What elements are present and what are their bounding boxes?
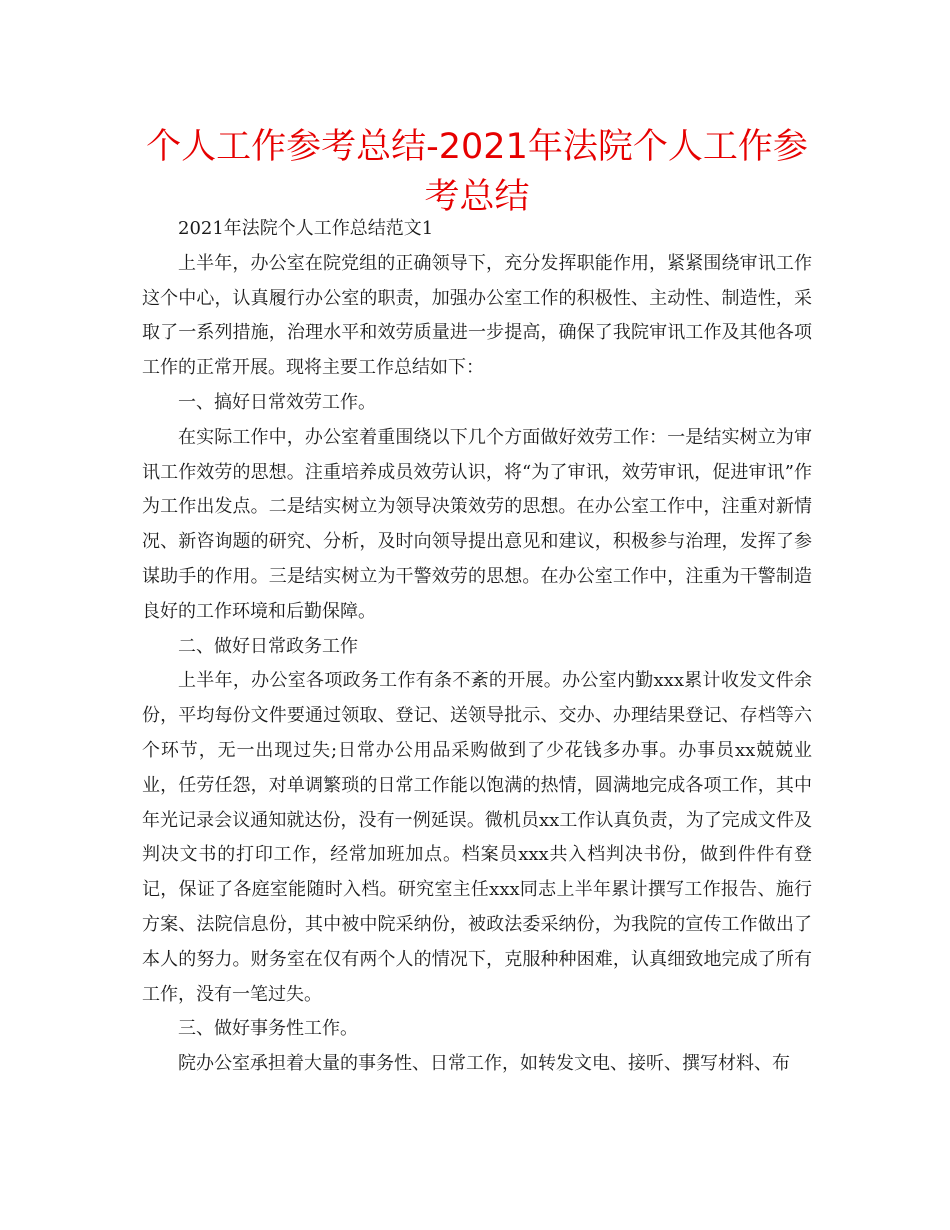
- paragraph-section-1: 在实际工作中，办公室着重围绕以下几个方面做好效劳工作：一是结实树立为审讯工作效劳的思想。注重培养成员效劳认识，将“为了审讯，效劳审讯，促进审讯”作为工作出发点。二是结实树立为领导决策效劳的思想。在办公室工作中，注重对新情况、新咨询题的研究、分析，及时向领导提出意见和建议，积极参与治理，发挥了参谋助手的作用。三是结实树立为干警效劳的思想。在办公室工作中，注重为干警制造良好的工作环境和后勤保障。: [142, 426, 812, 622]
- paragraph-section-3: 院办公室承担着大量的事务性、日常工作，如转发文电、接听、撰写材料、布: [178, 1053, 790, 1075]
- document-body: [142, 212, 812, 1082]
- paragraph-intro: 上半年，办公室在院党组的正确领导下，充分发挥职能作用，紧紧围绕审讯工作这个中心，认真履行办公室的职责，加强办公室工作的积极性、主动性、制造性，采取了一系列措施，治理水平和效劳质量进一步提高，确保了我院审讯工作及其他各项工作的正常开展。现将主要工作总结如下：: [142, 252, 812, 379]
- document-title: 个人工作参考总结-2021年法院个人工作参考总结: [146, 127, 808, 217]
- paragraph-section-2: 上半年，办公室各项政务工作有条不紊的开展。办公室内勤xxx累计收发文件余份，平均每份文件要通过领取、登记、送领导批示、交办、办理结果登记、存档等六个环节，无一出现过失;日常办公用品采购做到了少花钱多办事。办事员xx兢兢业业，任劳任怨，对单调繁琐的日常工作能以饱满的热情，圆满地完成各项工作，其中年光记录会议通知就达份，没有一例延误。微机员xx工作认真负责，为了完成文件及判决文书的打印工作，经常加班加点。档案员xxx共入档判决书份，做到件件有登记，保证了各庭室能随时入档。研究室主任xxx同志上半年累计撰写工作报告、施行方案、法院信息份，其中被中院采纳份，被政法委采纳份，为我院的宣传工作做出了本人的努力。财务室在仅有两个人的情况下，克服种种困难，认真细致地完成了所有工作，没有一笔过失。: [142, 670, 812, 1005]
- section-heading-2: 二、做好日常政务工作: [178, 635, 358, 657]
- paragraph-subtitle: 2021年法院个人工作总结范文1: [178, 218, 434, 239]
- section-heading-1: 一、搞好日常效劳工作。: [178, 391, 376, 413]
- section-heading-3: 三、做好事务性工作。: [178, 1018, 358, 1040]
